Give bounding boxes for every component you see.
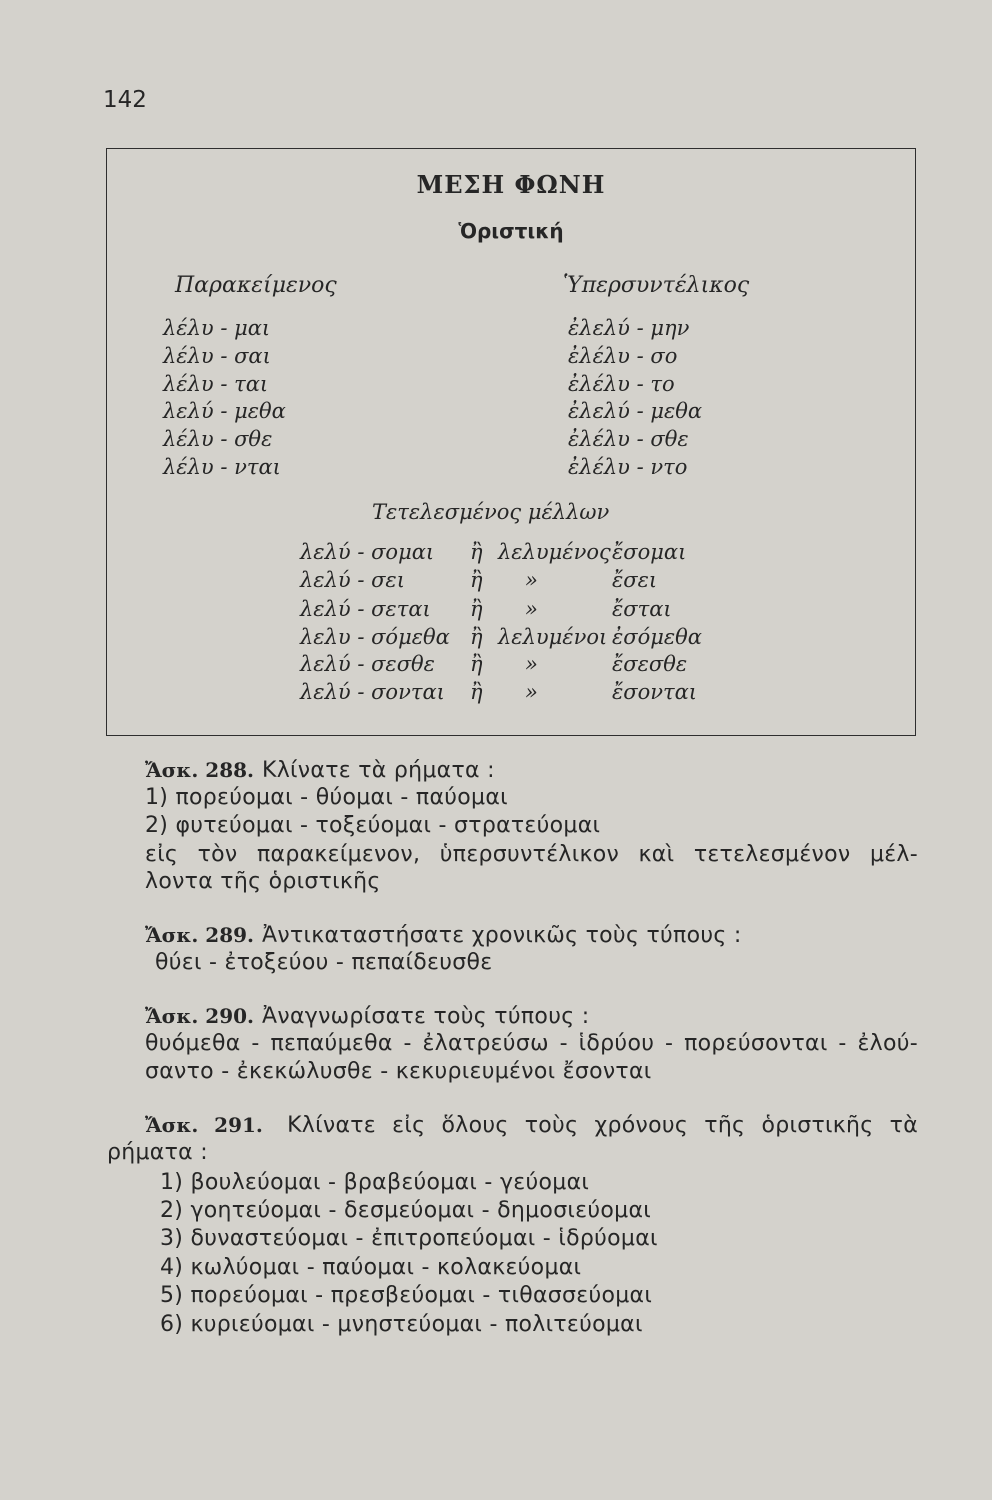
exercise-instruction: Κλίνατε τὰ ρήματα : — [262, 758, 495, 783]
perfect-heading: Παρακείμενος — [175, 273, 337, 298]
exercise-label: Ἄσκ. 289. — [145, 923, 255, 947]
exercise-line: 3) δυναστεύομαι - ἐπιτροπεύομαι - ἱδρύομαι — [160, 1226, 658, 1251]
perfect-form: λέλυ - σαι — [163, 344, 271, 368]
fp-or: ἢ — [470, 625, 483, 649]
exercise-line: εἰς τὸν παρακείμενον, ὑπερσυντέλικον καὶ τετελεσμένον μέλ- — [145, 842, 918, 867]
page-number: 142 — [103, 87, 147, 113]
fp-auxiliary: ἔσται — [612, 597, 672, 621]
fp-simple-form: λελυ - σόμεθα — [300, 625, 450, 649]
fp-auxiliary: ἔσεσθε — [612, 652, 688, 676]
pluperfect-heading: Ὑπερσυντέλικος — [563, 273, 750, 298]
exercise-label: Ἄσκ. 291. — [145, 1113, 263, 1137]
exercise-line: 2) γοητεύομαι - δεσμεύομαι - δημοσιεύομαι — [160, 1198, 652, 1223]
fp-or: ἢ — [470, 540, 483, 564]
fp-simple-form: λελύ - σονται — [300, 680, 445, 704]
perfect-form: λέλυ - νται — [163, 455, 281, 479]
exercise-line: λοντα τῆς ὁριστικῆς — [145, 869, 381, 894]
exercise-heading — [145, 921, 742, 949]
exercise-line: 5) πορεύομαι - πρεσβεύομαι - τιθασσεύομαι — [160, 1283, 653, 1308]
fp-simple-form: λελύ - σεται — [300, 597, 431, 621]
perfect-form: λέλυ - σθε — [163, 427, 273, 451]
fp-auxiliary: ἔσομαι — [612, 540, 687, 564]
exercise-line: 2) φυτεύομαι - τοξεύομαι - στρατεύομαι — [145, 813, 601, 838]
exercise-instruction: Ἀντικαταστήσατε χρονικῶς τοὺς τύπους : — [262, 923, 742, 948]
exercise-label: Ἄσκ. 290. — [145, 1004, 255, 1028]
fp-participle: » — [525, 597, 538, 621]
exercise-line: 4) κωλύομαι - παύομαι - κολακεύομαι — [160, 1255, 582, 1280]
box-title: ΜΕΣΗ ΦΩΝΗ — [416, 170, 606, 199]
perfect-form: λέλυ - μαι — [163, 316, 271, 340]
exercise-heading — [145, 756, 495, 784]
fp-participle: λελυμένος — [498, 540, 611, 564]
exercise-line: σαντο - ἐκεκώλυσθε - κεκυριευμένοι ἔσονται — [145, 1059, 652, 1084]
fp-participle: » — [525, 680, 538, 704]
fp-participle: » — [525, 568, 538, 592]
exercise-line: θύει - ἐτοξεύου - πεπαίδευσθε — [155, 950, 493, 975]
exercise-line: θυόμεθα - πεπαύμεθα - ἐλατρεύσω - ἱδρύου - πορεύσονται - ἐλού- — [145, 1031, 918, 1056]
fp-auxiliary: ἐσόμεθα — [612, 625, 702, 649]
fp-simple-form: λελύ - σομαι — [300, 540, 435, 564]
perfect-form: λέλυ - ται — [163, 372, 269, 396]
fp-participle: » — [525, 652, 538, 676]
pluperfect-form: ἐλέλυ - το — [568, 372, 675, 396]
exercise-heading — [145, 1111, 918, 1139]
fp-or: ἢ — [470, 568, 483, 592]
pluperfect-form: ἐλέλυ - ντο — [568, 455, 688, 479]
exercise-heading — [145, 1002, 589, 1030]
fp-or: ἢ — [470, 652, 483, 676]
fp-auxiliary: ἔσονται — [612, 680, 698, 704]
perfect-form: λελύ - μεθα — [163, 399, 286, 423]
fp-or: ἢ — [470, 680, 483, 704]
exercise-instruction: Κλίνατε εἰς ὅλους τοὺς χρόνους τῆς ὁριστικῆς τὰ — [287, 1113, 918, 1138]
future-perfect-heading: Τετελεσμένος μέλλων — [372, 500, 610, 524]
pluperfect-form: ἐλελύ - μεθα — [568, 399, 703, 423]
exercise-line: 1) βουλεύομαι - βραβεύομαι - γεύομαι — [160, 1170, 590, 1195]
fp-participle: λελυμένοι — [498, 625, 608, 649]
pluperfect-form: ἐλελύ - μην — [568, 316, 690, 340]
exercise-line: 1) πορεύομαι - θύομαι - παύομαι — [145, 785, 508, 810]
exercise-label: Ἄσκ. 288. — [145, 758, 255, 782]
fp-simple-form: λελύ - σει — [300, 568, 405, 592]
pluperfect-form: ἐλέλυ - σο — [568, 344, 678, 368]
fp-auxiliary: ἔσει — [612, 568, 658, 592]
exercise-instruction: Ἀναγνωρίσατε τοὺς τύπους : — [262, 1004, 590, 1029]
fp-simple-form: λελύ - σεσθε — [300, 652, 435, 676]
fp-or: ἢ — [470, 597, 483, 621]
pluperfect-form: ἐλέλυ - σθε — [568, 427, 689, 451]
mood-heading: Ὁριστική — [458, 219, 564, 243]
exercise-line: 6) κυριεύομαι - μνηστεύομαι - πολιτεύομαι — [160, 1312, 643, 1337]
exercise-line: ρήματα : — [107, 1140, 208, 1165]
